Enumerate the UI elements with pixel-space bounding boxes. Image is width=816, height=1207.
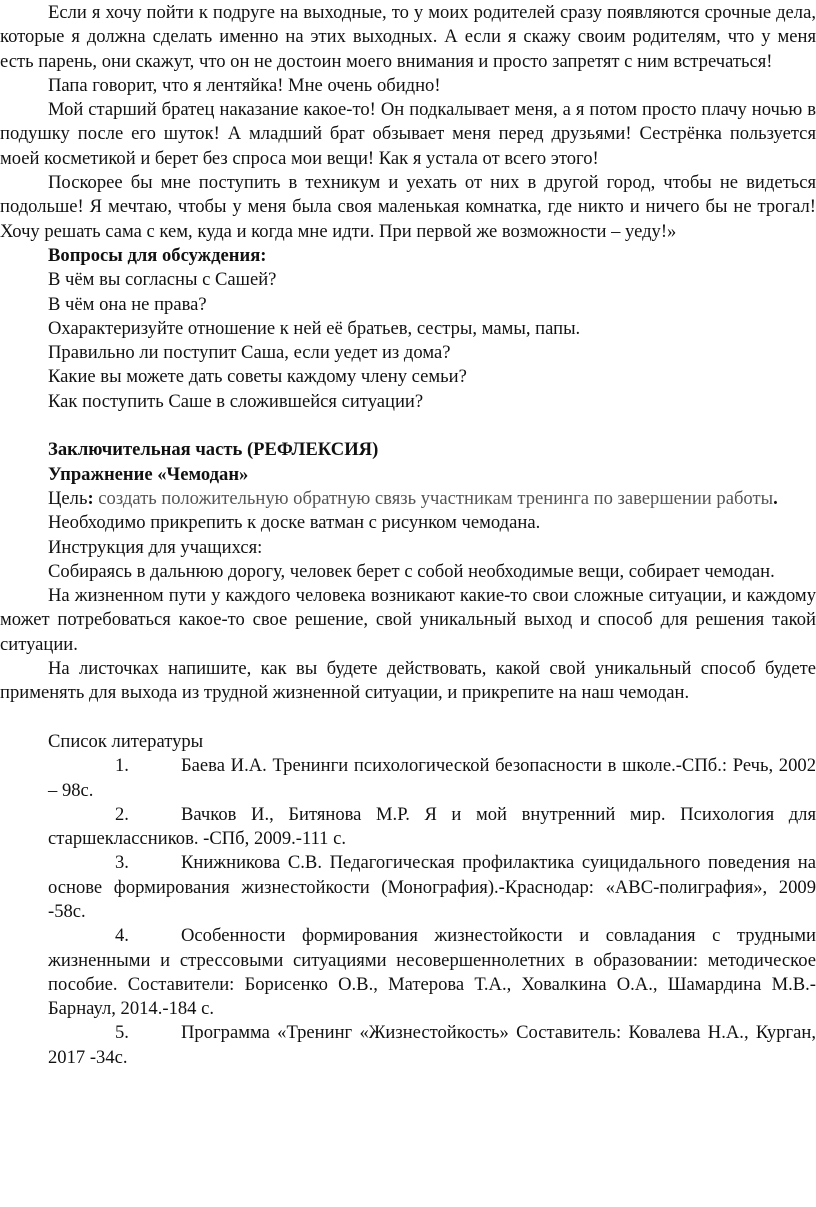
instruction-paragraph: На листочках напишите, как вы будете действовать, какой свой уникальный способ будете применять для выхода из трудной жизненной ситуации, и прикрепите на наш чемодан. <box>0 658 816 704</box>
reference-text: Программа «Тренинг «Жизнестойкость» Составитель: Ковалева Н.А., Курган, 2017 -34с. <box>48 1022 816 1068</box>
goal-text: создать положительную обратную связь участникам тренинга по завершении работы <box>93 487 774 509</box>
question-item: Правильно ли поступит Саша, если уедет из дома? <box>48 342 451 364</box>
question-item: В чём вы согласны с Сашей? <box>48 269 277 291</box>
final-part-heading: Заключительная часть (РЕФЛЕКСИЯ) <box>48 439 379 461</box>
reference-number: 4. <box>115 925 129 947</box>
story-paragraph: Мой старший братец наказание какое-то! Он подкалывает меня, а я потом просто плачу ночью в подушку после его шуток! А младший брат обзывает меня перед друзьями! Сестрёнка пользуется моей косметикой и берет без спроса мои вещи! Как я устала от всего этого! <box>0 99 816 169</box>
goal-colon: : <box>87 487 94 509</box>
question-item: Как поступить Саше в сложившейся ситуации? <box>48 390 424 412</box>
reference-text: Особенности формирования жизнестойкости и совладания с трудными жизненными и стрессовыми ситуациями несовершеннолетних в образовании: методическое пособие. Составители: Борисенко О.В., Матерова Т.А., Ховалкина О.А., Шамардина М.В.-Барнаул, 2014.-184 с. <box>48 925 816 1020</box>
reference-text: Баева И.А. Тренинги психологической безопасности в школе.-СПб.: Речь, 2002 – 98с. <box>48 755 816 801</box>
reference-item <box>0 803 816 852</box>
goal-end: . <box>773 487 778 509</box>
reference-number: 5. <box>115 1022 129 1044</box>
goal-label: Цель <box>48 487 88 509</box>
reference-item <box>0 1021 816 1070</box>
story-section <box>0 1 816 244</box>
goal-paragraph <box>0 487 816 511</box>
blank-line <box>0 706 816 730</box>
reference-text: Вачков И., Битянова М.Р. Я и мой внутренний мир. Психология для старшеклассников. -СПб, 2009.-111 с. <box>48 803 816 850</box>
references-section <box>0 730 816 1070</box>
reference-number: 1. <box>115 755 129 777</box>
instruction-paragraph: На жизненном пути у каждого человека возникают какие-то свои сложные ситуации, и каждому может потребоваться какое-то свое решение, свой уникальный выход и способ для решения такой ситуации. <box>0 585 816 655</box>
story-paragraph: Поскорее бы мне поступить в техникум и уехать от них в другой город, чтобы не видеться подольше! Я мечтаю, чтобы у меня была своя маленькая комнатка, где никто и ничего бы не трогал! Хочу решать сама с кем, куда и когда мне идти. При первой же возможности – уеду!» <box>0 172 816 242</box>
reference-number: 2. <box>115 803 129 825</box>
instruction-line: Необходимо прикрепить к доске ватман с рисунком чемодана. <box>48 512 541 534</box>
final-part-section <box>0 438 816 705</box>
reference-item <box>0 754 816 803</box>
question-item: Какие вы можете дать советы каждому члену семьи? <box>48 366 467 388</box>
reference-text: Книжникова С.В. Педагогическая профилактика суицидального поведения на основе формирования жизнестойкости (Монография).-Краснодар: «АВС-полиграфия», 2009 -58с. <box>48 852 816 922</box>
instruction-paragraph: Собираясь в дальнюю дорогу, человек берет с собой необходимые вещи, собирает чемодан. <box>48 560 775 582</box>
reference-number: 3. <box>115 852 129 874</box>
exercise-title: Упражнение «Чемодан» <box>48 463 249 485</box>
question-item: Охарактеризуйте отношение к ней её братьев, сестры, мамы, папы. <box>48 317 581 339</box>
question-item: В чём она не права? <box>48 293 207 315</box>
blank-line <box>0 414 816 438</box>
story-paragraph: Если я хочу пойти к подруге на выходные, то у моих родителей сразу появляются срочные дела, которые я должна сделать именно на этих выходных. А если я скажу своим родителям, что у меня есть парень, они скажут, что он не достоин моего внимания и просто запретят с ним встречаться! <box>0 2 816 72</box>
references-heading: Список литературы <box>48 730 204 752</box>
reference-item <box>0 851 816 924</box>
discussion-questions <box>0 244 816 414</box>
questions-heading: Вопросы для обсуждения: <box>48 244 267 266</box>
instruction-label: Инструкция для учащихся: <box>48 536 263 558</box>
reference-item <box>0 924 816 1021</box>
story-paragraph: Папа говорит, что я лентяйка! Мне очень обидно! <box>48 74 441 96</box>
